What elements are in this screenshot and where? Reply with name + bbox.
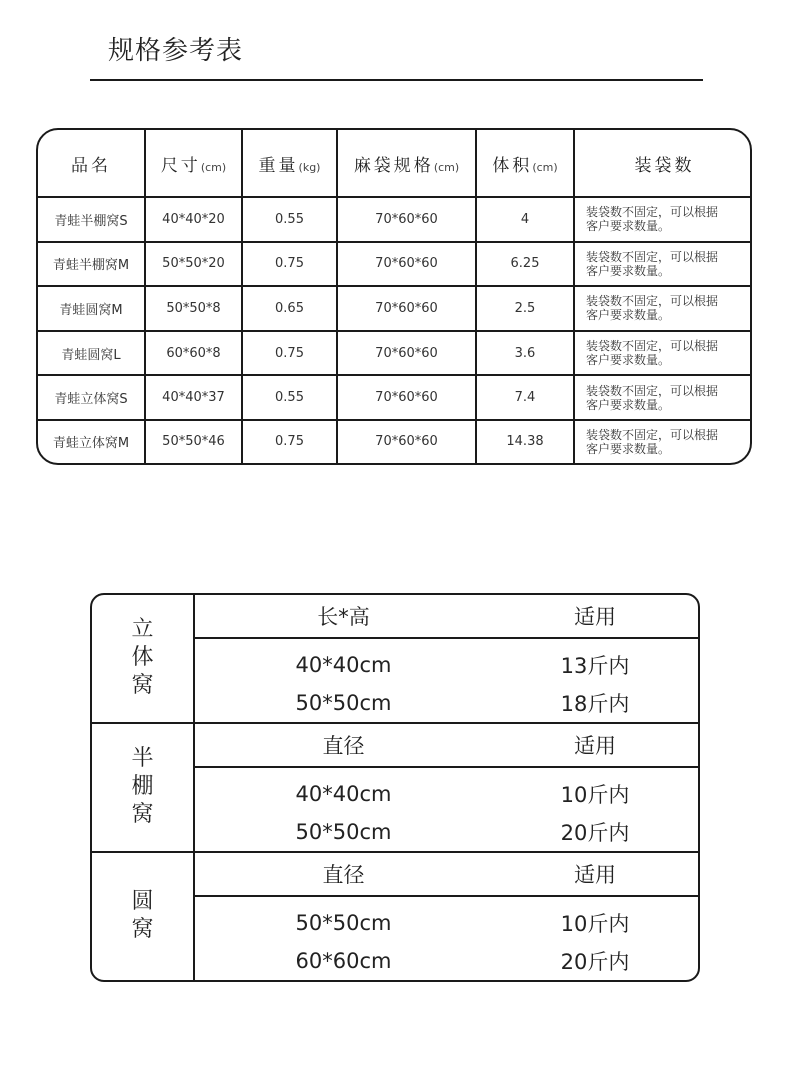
header-size	[145, 130, 242, 197]
cell-weight: 0.75	[242, 242, 337, 287]
cell-weight: 0.65	[242, 286, 337, 331]
cell-weight: 0.75	[242, 331, 337, 376]
note-line: 装袋数不固定，可以根据	[586, 205, 719, 220]
cell-weight: 0.75	[242, 420, 337, 463]
size-value: 60*60cm	[295, 948, 392, 973]
header-unit: (kg)	[298, 160, 321, 174]
size-value: 50*50cm	[295, 910, 392, 935]
col-header-size: 直径	[194, 723, 492, 767]
size-value: 40*40cm	[295, 781, 392, 806]
cell-volume: 3.6	[476, 331, 574, 376]
cell-name: 青蛙圆窝L	[38, 331, 145, 376]
table-row	[38, 242, 752, 287]
category-cell	[92, 723, 194, 852]
note-line: 客户要求数量。	[586, 308, 671, 323]
table-row	[38, 286, 752, 331]
cell-bag: 70*60*60	[337, 197, 476, 242]
col-header-size: 长*高	[194, 595, 492, 638]
note-line: 客户要求数量。	[586, 263, 671, 278]
fit-value: 10斤内	[560, 782, 630, 807]
cell-bag: 70*60*60	[337, 420, 476, 463]
cell-name: 青蛙立体窝S	[38, 375, 145, 420]
category-char: 体	[131, 645, 154, 671]
size-value: 50*50cm	[194, 813, 492, 852]
note-line: 客户要求数量。	[586, 397, 671, 412]
cell-bag: 70*60*60	[337, 286, 476, 331]
cell-bag-count	[574, 286, 752, 331]
fit-value: 13斤内	[560, 653, 630, 678]
category-cell	[92, 595, 194, 723]
cell-bag-count	[574, 242, 752, 287]
cell-size: 50*50*8	[145, 286, 242, 331]
cell-name: 青蛙圆窝M	[38, 286, 145, 331]
header-name	[38, 130, 145, 197]
size-value: 50*50cm	[194, 684, 492, 723]
note-line: 客户要求数量。	[586, 219, 671, 234]
header-unit: (cm)	[532, 160, 558, 174]
usage-group-header-row	[92, 723, 698, 767]
col-header-fit: 适用	[492, 595, 698, 638]
cell-name: 青蛙半棚窝M	[38, 242, 145, 287]
header-label: 麻袋规格	[353, 155, 434, 176]
note-line: 客户要求数量。	[586, 353, 671, 368]
header-label: 尺寸	[160, 155, 201, 176]
cell-size: 60*60*8	[145, 331, 242, 376]
col-header-fit: 适用	[492, 852, 698, 896]
note-line: 装袋数不固定，可以根据	[586, 294, 719, 309]
table-row	[38, 375, 752, 420]
cell-volume: 7.4	[476, 375, 574, 420]
category-char: 圆	[131, 889, 154, 915]
cell-name: 青蛙半棚窝S	[38, 197, 145, 242]
note-line: 装袋数不固定，可以根据	[586, 339, 719, 354]
fit-value: 18斤内	[492, 684, 698, 723]
header-label: 装袋数	[634, 155, 695, 176]
cell-bag: 70*60*60	[337, 242, 476, 287]
cell-weight: 0.55	[242, 375, 337, 420]
note-line: 装袋数不固定，可以根据	[586, 249, 719, 264]
size-value: 40*40cm	[295, 652, 392, 677]
header-bag-count	[574, 130, 752, 197]
category-char: 窝	[131, 673, 154, 699]
note-line: 装袋数不固定，可以根据	[586, 427, 719, 442]
table-row	[38, 197, 752, 242]
cell-bag-count	[574, 420, 752, 463]
header-label: 品名	[71, 155, 111, 176]
cell-bag: 70*60*60	[337, 375, 476, 420]
table-row	[38, 331, 752, 376]
category-char: 半	[131, 746, 154, 772]
header-unit: (cm)	[200, 160, 227, 174]
col-header-size: 直径	[194, 852, 492, 896]
header-volume	[476, 130, 574, 197]
category-cell	[92, 852, 194, 980]
cell-size: 40*40*20	[145, 197, 242, 242]
cell-weight: 0.55	[242, 197, 337, 242]
cell-bag-count	[574, 375, 752, 420]
page-title: 规格参考表	[108, 36, 244, 66]
cell-size: 50*50*46	[145, 420, 242, 463]
header-bag-spec	[337, 130, 476, 197]
fit-value: 20斤内	[492, 813, 698, 852]
category-char: 立	[131, 617, 154, 643]
usage-group-header-row	[92, 595, 698, 638]
cell-bag-count	[574, 197, 752, 242]
usage-table	[90, 593, 700, 982]
note-line: 装袋数不固定，可以根据	[586, 383, 719, 398]
table-row	[38, 420, 752, 463]
header-weight	[242, 130, 337, 197]
header-label: 体积	[492, 155, 533, 176]
fit-value: 10斤内	[560, 911, 630, 936]
cell-volume: 6.25	[476, 242, 574, 287]
cell-name: 青蛙立体窝M	[38, 420, 145, 463]
cell-size: 50*50*20	[145, 242, 242, 287]
header-unit: (cm)	[433, 160, 460, 174]
category-char: 窝	[131, 917, 154, 943]
note-line: 客户要求数量。	[586, 441, 671, 456]
spec-table-header-row	[38, 130, 752, 197]
usage-group-header-row	[92, 852, 698, 896]
cell-volume: 14.38	[476, 420, 574, 463]
category-char: 窝	[131, 802, 154, 828]
title-divider	[90, 79, 703, 81]
header-label: 重量	[258, 155, 299, 176]
cell-bag-count	[574, 331, 752, 376]
cell-bag: 70*60*60	[337, 331, 476, 376]
cell-size: 40*40*37	[145, 375, 242, 420]
cell-volume: 2.5	[476, 286, 574, 331]
cell-volume: 4	[476, 197, 574, 242]
col-header-fit: 适用	[492, 723, 698, 767]
fit-value: 20斤内	[560, 949, 630, 974]
category-char: 棚	[131, 774, 154, 800]
spec-table	[36, 128, 752, 465]
